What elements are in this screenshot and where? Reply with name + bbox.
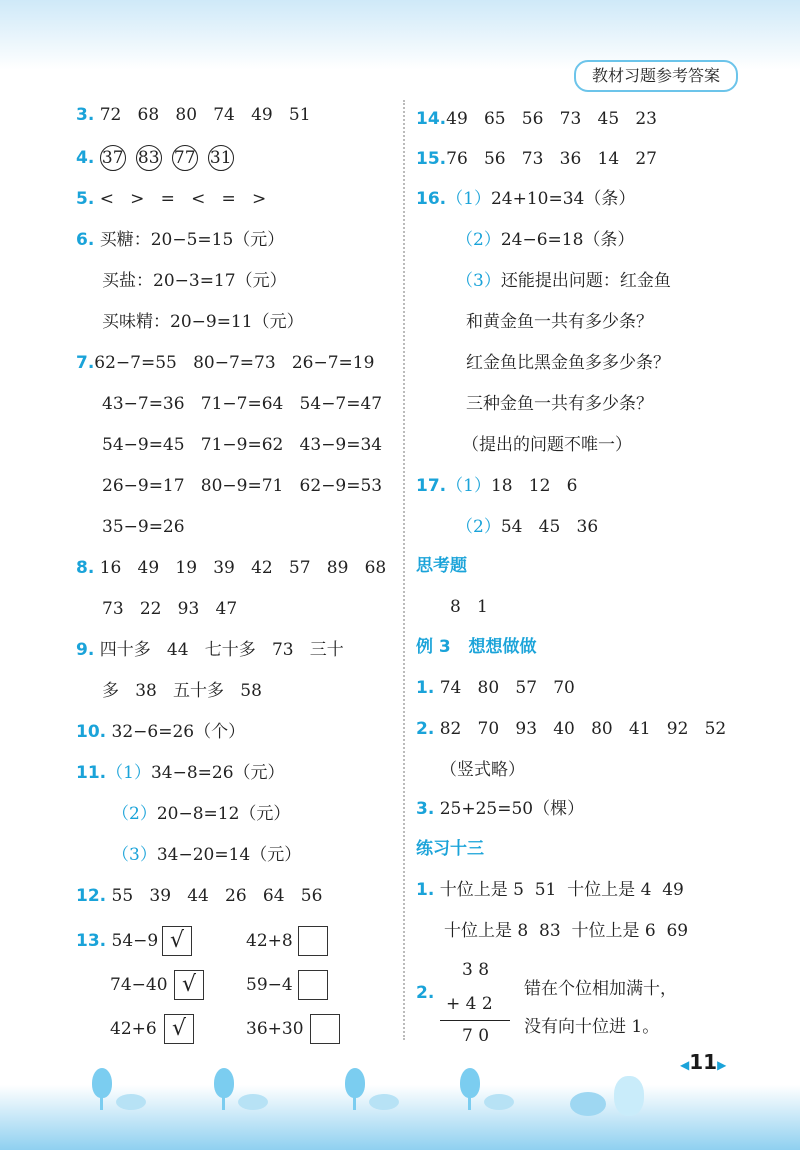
answer-7-line5: 35−9=26 [102, 517, 185, 537]
section-title-think: 思考题 [416, 556, 467, 576]
circled-number: 31 [208, 145, 234, 171]
tree-trunk [222, 1096, 225, 1110]
answer-16: 16.（1）24+10=34（条） [416, 189, 636, 209]
tree-trunk [353, 1096, 356, 1110]
answer-7-line2: 43−7=36 71−7=64 54−7=47 [102, 394, 383, 414]
left-triangle-icon: ◀ [680, 1058, 690, 1072]
answer-16-line5: 红金鱼比黑金鱼多多少条？ [466, 353, 670, 373]
bottom-decoration [0, 1085, 800, 1150]
answer-8-line2: 73 22 93 47 [102, 599, 238, 619]
answer-7-line3: 54−9=45 71−9=62 43−9=34 [102, 435, 383, 455]
bush-icon [238, 1094, 268, 1110]
answer-13-row3: 42+6 [110, 1019, 157, 1039]
answer-13-expr: 42+8 [246, 931, 293, 951]
answer-12: 12. 55 39 44 26 64 56 [76, 886, 323, 906]
practice-answer-1-line2: 十位上是 8 83 十位上是 6 69 [444, 921, 689, 941]
answer-11-part2: （2）20−8=12（元） [112, 804, 291, 824]
section-title-practice: 练习十三 [416, 839, 484, 859]
answer-17-part2: （2）54 45 36 [456, 517, 599, 537]
check-box: √ [174, 970, 204, 1000]
check-box: √ [164, 1014, 194, 1044]
answer-16-line7: （提出的问题不唯一） [462, 435, 632, 455]
answer-6: 6. 买糖：20−5=15（元） [76, 230, 285, 250]
header-label: 教材习题参考答案 [574, 60, 738, 92]
circled-number: 37 [100, 145, 126, 171]
vertical-calc-row1: 3 8 [462, 960, 490, 980]
empty-box [298, 970, 328, 1000]
vertical-calc-row2: + 4 2 [446, 994, 493, 1014]
circled-number: 83 [136, 145, 162, 171]
answer-5: 5. < > = < = > [76, 189, 267, 209]
column-divider [403, 100, 405, 1040]
example-answer-2: 2. 82 70 93 40 80 41 92 52 [416, 719, 727, 739]
answer-7-line4: 26−9=17 80−9=71 62−9=53 [102, 476, 383, 496]
answer-13-row1: 13. 54−9 [76, 931, 159, 951]
answer-17: 17.（1）18 12 6 [416, 476, 578, 496]
answer-16-line6: 三种金鱼一共有多少条？ [466, 394, 653, 414]
circled-number: 77 [172, 145, 198, 171]
example-answer-2-line2: （竖式略） [440, 760, 525, 780]
practice-answer-1: 1. 十位上是 5 51 十位上是 4 49 [416, 880, 684, 900]
answer-7: 7.62−7=55 80−7=73 26−7=19 [76, 353, 375, 373]
check-box: √ [162, 926, 192, 956]
answer-11-part3: （3）34−20=14（元） [112, 845, 302, 865]
bush-icon [369, 1094, 399, 1110]
answer-6-line2: 买盐：20−3=17（元） [102, 271, 287, 291]
answer-15: 15.76 56 73 36 14 27 [416, 149, 657, 169]
right-triangle-icon: ▶ [717, 1058, 727, 1072]
tree-icon [345, 1068, 365, 1098]
practice-answer-2-text2: 没有向十位进 1。 [524, 1017, 660, 1037]
tree-icon [214, 1068, 234, 1098]
example-answer-3: 3. 25+25=50（棵） [416, 799, 585, 819]
think-answer: 8 1 [450, 597, 488, 617]
section-title-example: 例 3 想想做做 [416, 637, 537, 657]
practice-answer-2-num: 2. [416, 983, 435, 1003]
answer-9: 9. 四十多 44 七十多 73 三十 [76, 640, 344, 660]
answer-9-line2: 多 38 五十多 58 [102, 681, 262, 701]
page-number: ◀11▶ [680, 1050, 727, 1074]
tree-trunk [100, 1096, 103, 1110]
answer-13-expr: 59−4 [246, 975, 293, 995]
empty-box [298, 926, 328, 956]
bear-icon [570, 1092, 606, 1116]
vertical-calc-result: 7 0 [462, 1026, 490, 1046]
practice-answer-2-text1: 错在个位相加满十， [524, 979, 677, 999]
answer-13-expr: 36+30 [246, 1019, 304, 1039]
tree-icon [460, 1068, 480, 1098]
answer-8: 8. 16 49 19 39 42 57 89 68 [76, 558, 387, 578]
vertical-calc-line [440, 1020, 510, 1021]
answer-16-part2: （2）24−6=18（条） [456, 230, 635, 250]
example-answer-1: 1. 74 80 57 70 [416, 678, 575, 698]
tree-icon [92, 1068, 112, 1098]
answer-16-part3: （3）还能提出问题：红金鱼 [456, 271, 671, 291]
bush-icon [116, 1094, 146, 1110]
rabbit-icon [614, 1076, 644, 1116]
bush-icon [484, 1094, 514, 1110]
tree-trunk [468, 1096, 471, 1110]
answer-13-row2: 74−40 [110, 975, 168, 995]
answer-11: 11.（1）34−8=26（元） [76, 763, 285, 783]
answer-6-line3: 买味精：20−9=11（元） [102, 312, 304, 332]
answer-14: 14.49 65 56 73 45 23 [416, 109, 657, 129]
answer-16-line4: 和黄金鱼一共有多少条？ [466, 312, 653, 332]
answer-3: 3. 72 68 80 74 49 51 [76, 105, 311, 125]
answer-4: 4. 37 83 77 31 [76, 145, 244, 171]
answer-10: 10. 32−6=26（个） [76, 722, 246, 742]
empty-box [310, 1014, 340, 1044]
